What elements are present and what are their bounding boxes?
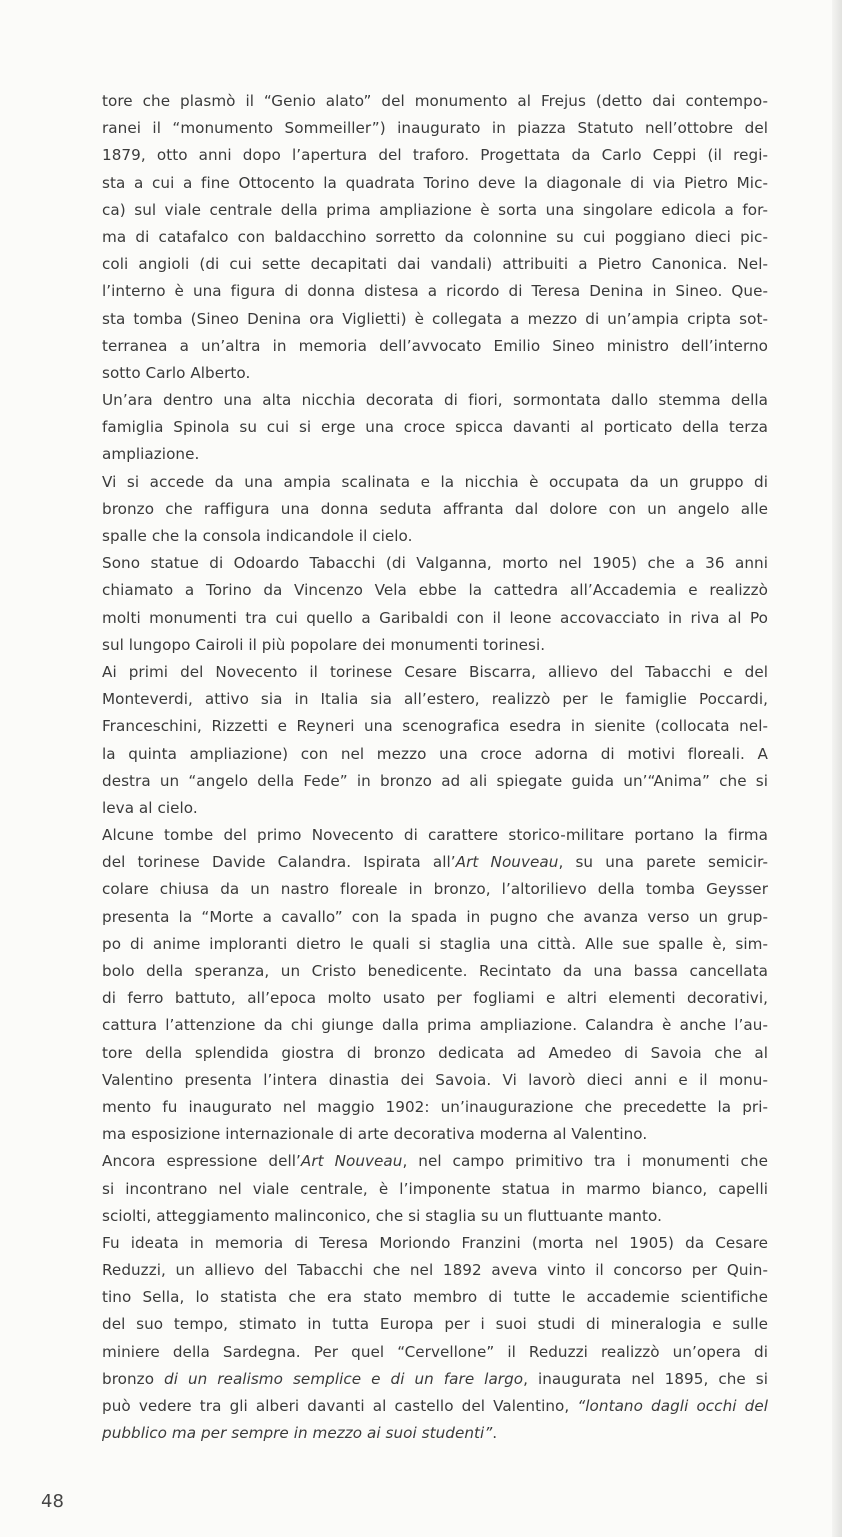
text-run: Ancora espressione dell’ [102,1152,301,1171]
text-run: molti monumenti tra cui quello a Garibaldi con il leone accovacciato in riva al Po [102,608,768,627]
text-line [102,278,768,305]
text-line [102,496,768,523]
text-run: sciolti, atteggiamento malinconico, che si staglia su un fluttuante manto. [102,1206,662,1225]
text-line [102,1420,768,1447]
text-line [102,686,768,713]
text-line [102,1230,768,1257]
text-run: tore che plasmò il “Genio alato” del monumento al Frejus (detto dai contempo- [102,92,768,110]
text-run: Monteverdi, attivo sia in Italia sia all’estero, realizzò per le famiglie Poccardi, [102,690,768,709]
paragraph [102,387,768,469]
text-run: ca) sul viale centrale della prima ampliazione è sorta una singolare edicola a for- [102,200,768,219]
text-line [102,768,768,795]
paragraph [102,550,768,659]
text-run: ma di catafalco con baldacchino sorretto da colonnine su cui poggiano dieci pic- [102,227,768,246]
text-run: bolo della speranza, un Cristo benedicente. Recintato da una bassa cancellata [102,962,768,980]
text-line [102,469,768,496]
page-edge [832,0,842,1537]
text-run: Sono statue di Odoardo Tabacchi (di Valganna, morto nel 1905) che a 36 anni [102,554,768,573]
text-line [102,632,768,659]
text-run: può vedere tra gli alberi davanti al castello del Valentino, [102,1397,578,1415]
text-run: terranea a un’altra in memoria dell’avvocato Emilio Sineo ministro dell’interno [102,336,768,355]
paragraph [102,822,768,1148]
paragraph [102,659,768,822]
text-run: Franceschini, Rizzetti e Reyneri una scenografica esedra in sienite (collocata nel- [102,717,768,736]
italic-text-run: di un realismo semplice e di un fare largo [164,1369,524,1388]
text-line [102,849,768,876]
text-run: coli angioli (di cui sette decapitati dai vandali) attribuiti a Pietro Canonica. Nel- [102,255,768,274]
italic-text-run: Art Nouveau [455,853,559,872]
text-line [102,713,768,740]
text-line [102,904,768,931]
text-run: , inaugurata nel 1895, che si [523,1369,768,1388]
text-line [102,876,768,903]
text-line [102,414,768,441]
text-line [102,1148,768,1175]
text-line [102,741,768,768]
paragraph [102,469,768,551]
text-run: bronzo [102,1369,165,1388]
italic-text-run: pubblico ma per sempre in mezzo ai suoi studenti” [102,1424,493,1443]
text-line [102,1012,768,1039]
text-run: mento fu inaugurato nel maggio 1902: un’inaugurazione che precedette la pri- [102,1097,768,1116]
text-line [102,1366,768,1393]
text-run: Alcune tombe del primo Novecento di carattere storico-militare portano la firma [102,826,768,845]
text-run: ampliazione. [102,445,200,464]
text-run: cattura l’attenzione da chi giunge dalla prima ampliazione. Calandra è anche l’au- [102,1016,768,1035]
paragraph [102,88,768,387]
text-run: Vi si accede da una ampia scalinata e la nicchia è occupata da un gruppo di [102,472,768,491]
text-run: , nel campo primitivo tra i monumenti che [402,1152,768,1171]
text-line [102,605,768,632]
text-run: Un’ara dentro una alta nicchia decorata di fiori, sormontata dallo stemma della [102,391,768,410]
text-run: del torinese Davide Calandra. Ispirata all’ [102,853,456,872]
text-line [102,1393,768,1420]
text-run: Ai primi del Novecento il torinese Cesare Biscarra, allievo del Tabacchi e del [102,662,768,681]
text-run: . [492,1424,498,1443]
text-run: po di anime imploranti dietro le quali si staglia una città. Alle sue spalle è, sim- [102,934,768,953]
text-run: del suo tempo, stimato in tutta Europa per i suoi studi di mineralogia e sulle [102,1315,768,1334]
text-line [102,523,768,550]
text-line [102,197,768,224]
text-run: destra un “angelo della Fede” in bronzo ad ali spiegate guida un’“Anima” che si [102,771,768,790]
body-text [102,88,768,1447]
text-run: Valentino presenta l’intera dinastia dei Savoia. Vi lavorò dieci anni e il monu- [102,1070,768,1089]
text-run: , su una parete semicir- [558,853,768,872]
text-run: Reduzzi, un allievo del Tabacchi che nel 1892 aveva vinto il concorso per Quin- [102,1261,768,1280]
italic-text-run: Art Nouveau [300,1152,403,1171]
text-run: di ferro battuto, all’epoca molto usato per fogliami e altri elementi decorativi, [102,989,768,1008]
text-run: spalle che la consola indicandole il cielo. [102,527,413,545]
text-line [102,251,768,278]
text-line [102,88,768,115]
text-run: 1879, otto anni dopo l’apertura del traforo. Progettata da Carlo Ceppi (il regi- [102,146,768,165]
text-line [102,333,768,360]
text-line [102,1176,768,1203]
text-run: sul lungopo Cairoli il più popolare dei monumenti torinesi. [102,635,546,654]
text-run: famiglia Spinola su cui si erge una croce spicca davanti al porticato della terza [102,418,768,437]
text-line [102,822,768,849]
text-line [102,1257,768,1284]
text-line [102,577,768,604]
text-line [102,550,768,577]
text-run: tore della splendida giostra di bronzo dedicata ad Amedeo di Savoia che al [102,1043,768,1062]
text-run: la quinta ampliazione) con nel mezzo una croce adorna di motivi floreali. A [102,744,768,763]
page-number: 48 [41,1491,64,1512]
text-run: si incontrano nel viale centrale, è l’imponente statua in marmo bianco, capelli [102,1179,768,1198]
text-run: bronzo che raffigura una donna seduta affranta dal dolore con un angelo alle [102,499,768,518]
text-line [102,1311,768,1338]
text-line [102,1067,768,1094]
text-line [102,1040,768,1067]
text-line [102,224,768,251]
text-run: sta a cui a fine Ottocento la quadrata Torino deve la diagonale di via Pietro Mic- [102,173,768,192]
text-run: chiamato a Torino da Vincenzo Vela ebbe la cattedra all’Accademia e realizzò [102,581,768,600]
text-line [102,1203,768,1230]
text-line [102,1094,768,1121]
text-run: ma esposizione internazionale di arte decorativa moderna al Valentino. [102,1125,648,1144]
text-line [102,1121,768,1148]
text-run: miniere della Sardegna. Per quel “Cervellone” il Reduzzi realizzò un’opera di [102,1342,768,1361]
text-run: Fu ideata in memoria di Teresa Moriondo Franzini (morta nel 1905) da Cesare [102,1233,768,1252]
text-run: presenta la “Morte a cavallo” con la spada in pugno che avanza verso un grup- [102,907,768,926]
text-run: colare chiusa da un nastro floreale in bronzo, l’altorilievo della tomba Geysser [102,880,768,899]
text-line [102,958,768,985]
text-line [102,659,768,686]
italic-text-run: “lontano dagli occhi del [577,1397,768,1415]
text-run: tino Sella, lo statista che era stato membro di tutte le accademie scientifiche [102,1288,768,1307]
text-run: sotto Carlo Alberto. [102,363,251,382]
text-line [102,441,768,468]
text-line [102,985,768,1012]
text-line [102,115,768,142]
text-line [102,931,768,958]
text-run: sta tomba (Sineo Denina ora Viglietti) è collegata a mezzo di un’ampia cripta sot- [102,309,768,328]
text-line [102,387,768,414]
text-line [102,1339,768,1366]
text-line [102,306,768,333]
text-line [102,1284,768,1311]
text-run: leva al cielo. [102,798,198,817]
text-line [102,142,768,169]
text-line [102,360,768,387]
text-line [102,170,768,197]
paragraph [102,1230,768,1448]
text-line [102,795,768,822]
text-run: ranei il “monumento Sommeiller”) inaugurato in piazza Statuto nell’ottobre del [102,119,768,138]
paragraph [102,1148,768,1230]
text-run: l’interno è una figura di donna distesa a ricordo di Teresa Denina in Sineo. Que- [102,282,768,301]
